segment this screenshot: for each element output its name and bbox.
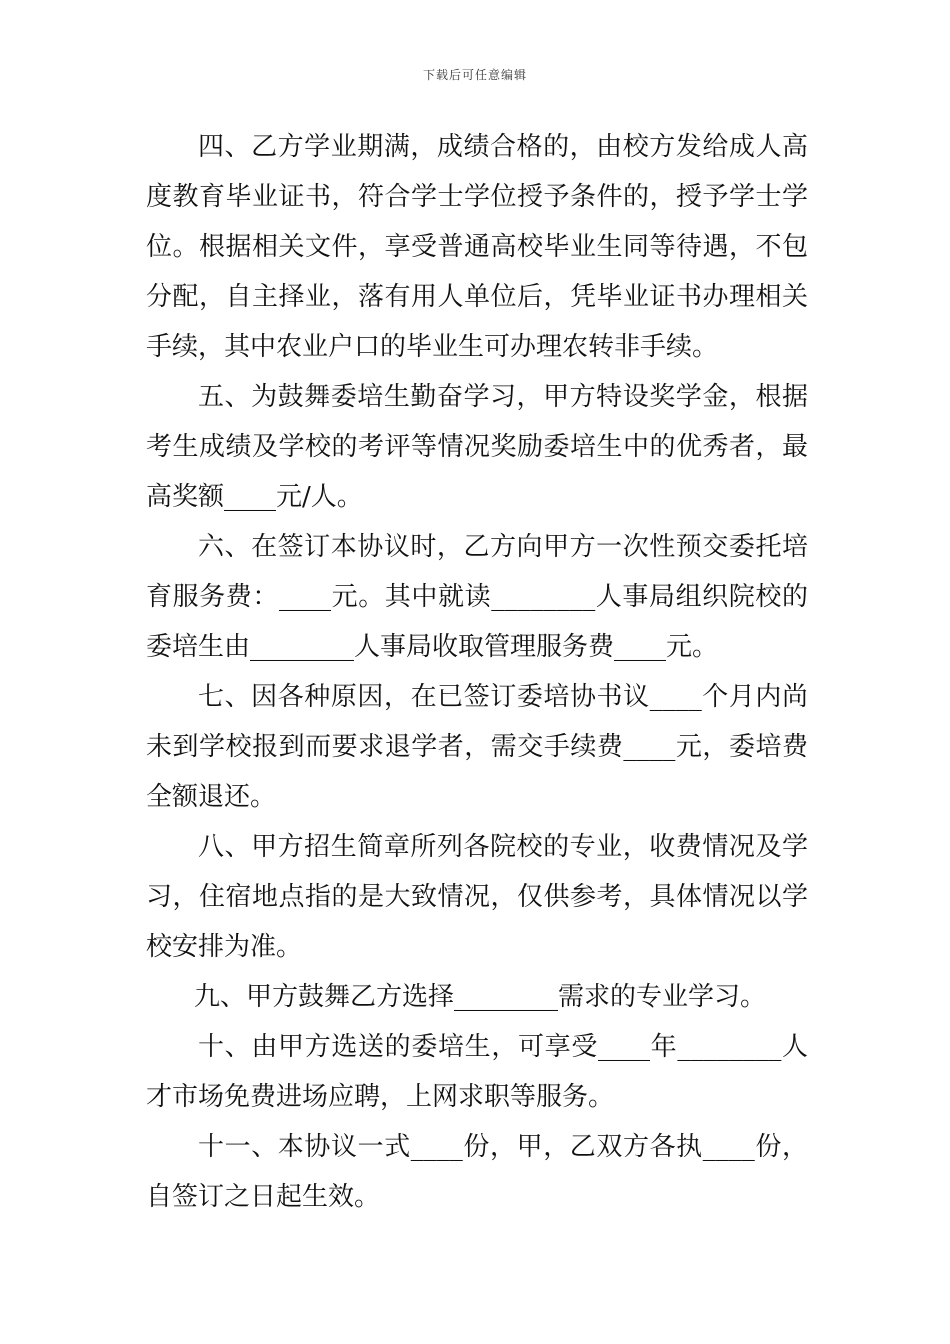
clause-11: 十一、本协议一式____份，甲，乙双方各执____份，自签订之日起生效。 [146,1132,808,1212]
page-header: 下载后可任意编辑 [422,68,527,82]
document-body [146,122,808,1222]
clause-4: 四、乙方学业期满，成绩合格的，由校方发给成人高度教育毕业证书，符合学士学位授予条件的，授予学士学位。根据相关文件，享受普通高校毕业生同等待遇，不包分配，自主择业，落有用人单位后，凭毕业证书办理相关手续，其中农业户口的毕业生可办理农转非手续。 [146,132,808,362]
clause-10: 十、由甲方选送的委培生，可享受____年________人才市场免费进场应聘，上网求职等服务。 [146,1032,808,1112]
clause-7: 七、因各种原因，在已签订委培协书议____个月内尚未到学校报到而要求退学者，需交手续费____元，委培费全额退还。 [146,682,808,812]
clause-5: 五、为鼓舞委培生勤奋学习，甲方特设奖学金，根据考生成绩及学校的考评等情况奖励委培生中的优秀者，最高奖额____元/人。 [146,382,808,512]
clause-8: 八、甲方招生简章所列各院校的专业，收费情况及学习，住宿地点指的是大致情况，仅供参考，具体情况以学校安排为准。 [146,832,808,962]
clause-9: 九、甲方鼓舞乙方选择________需求的专业学习。 [194,982,767,1012]
clause-6: 六、在签订本协议时，乙方向甲方一次性预交委托培育服务费：____元。其中就读________人事局组织院校的委培生由________人事局收取管理服务费____元。 [146,532,808,662]
